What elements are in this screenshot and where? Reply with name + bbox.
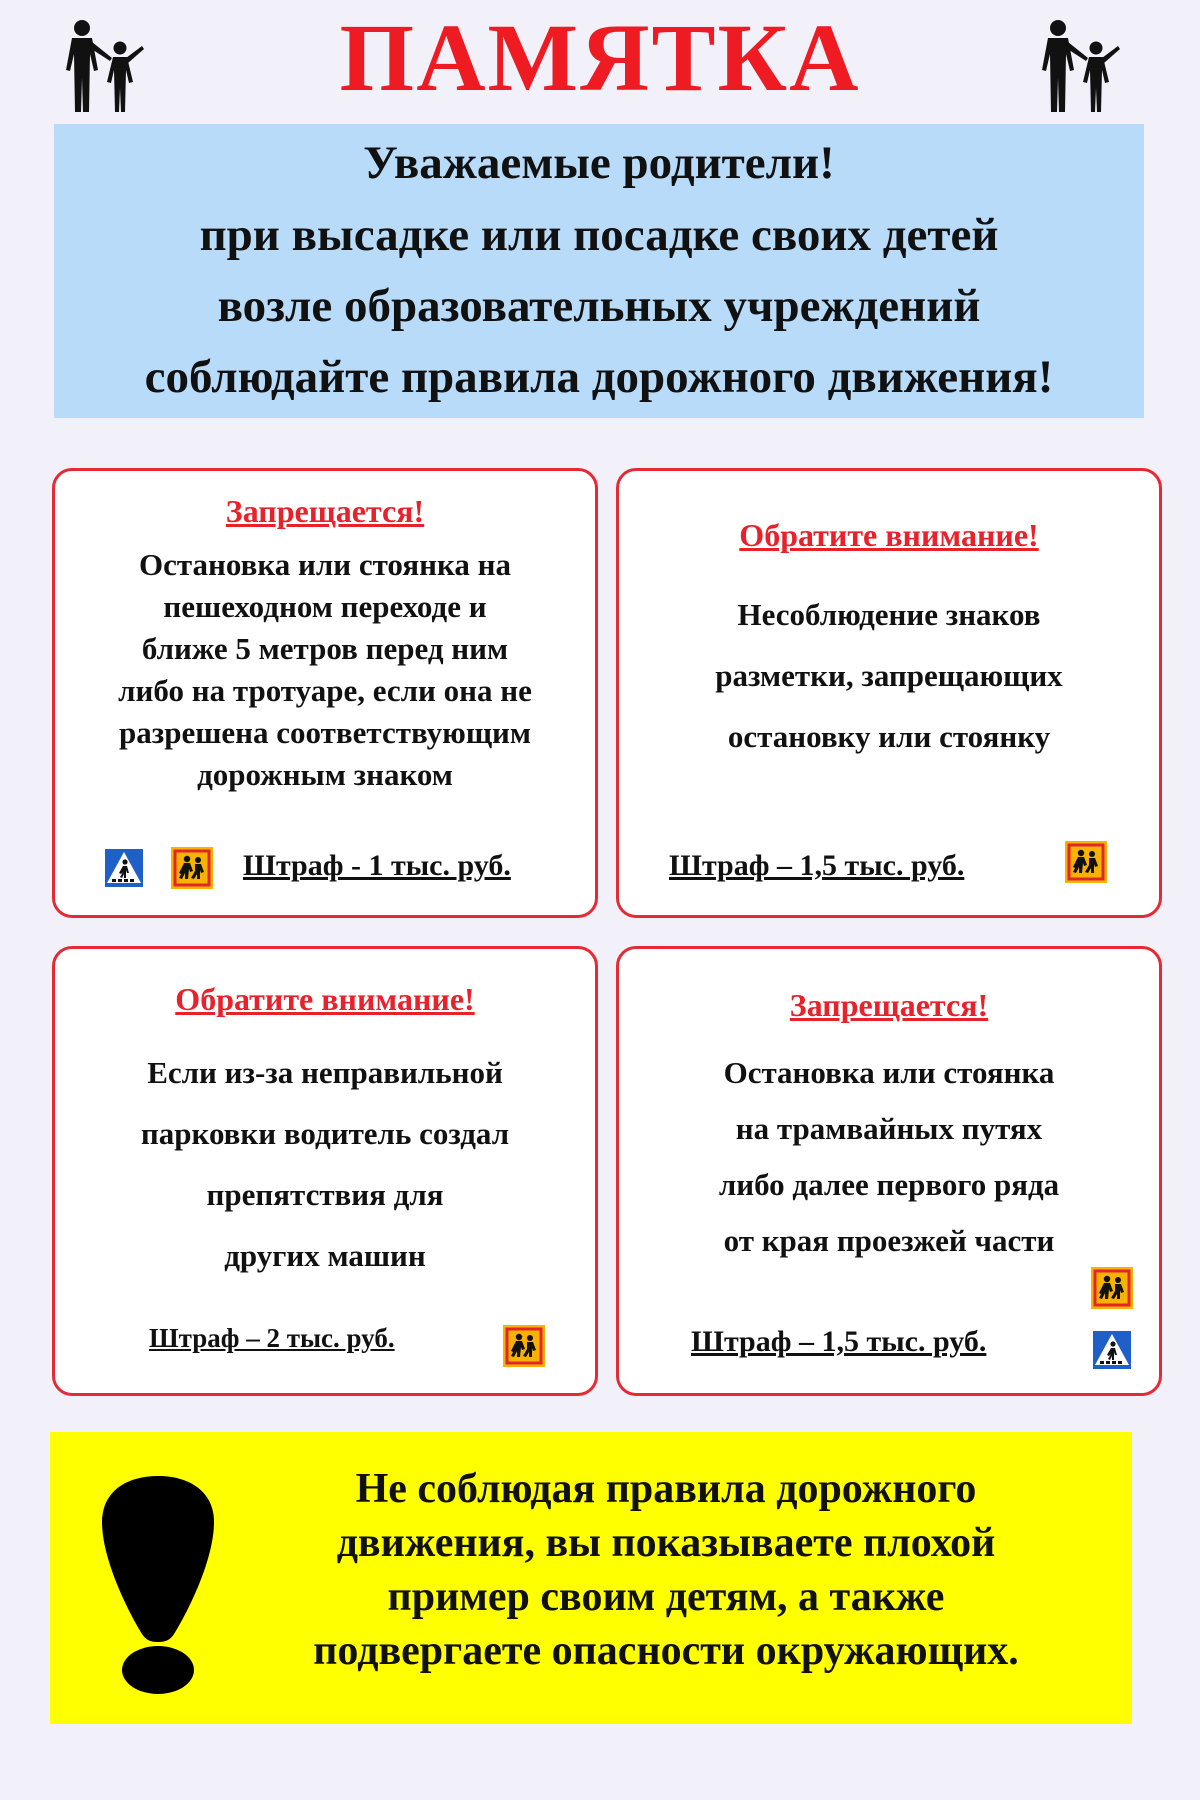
card-body (619, 1057, 1159, 1281)
card-body-line: Если из-за неправильной (147, 1055, 503, 1090)
card-heading: Обратите внимание! (739, 517, 1039, 553)
pedestrian-crossing-sign-icon (103, 847, 145, 889)
fine-amount: Штраф – 1,5 тыс. руб. (691, 1325, 987, 1358)
warning-banner (50, 1432, 1132, 1724)
warning-line: подвергаете опасности окружающих. (313, 1628, 1019, 1674)
intro-banner (54, 124, 1144, 418)
fine-amount: Штраф – 1,5 тыс. руб. (669, 849, 965, 882)
warning-line: пример своим детям, а также (387, 1574, 945, 1620)
card-body (55, 549, 595, 801)
card-body-line: на трамвайных путях (735, 1111, 1043, 1146)
children-sign-icon (1065, 841, 1107, 883)
card-body (619, 599, 1159, 782)
info-card (616, 468, 1162, 918)
info-card (52, 946, 598, 1396)
card-heading: Обратите внимание! (175, 981, 475, 1017)
card-body-line: либо далее первого ряда (718, 1167, 1060, 1202)
warning-line: Не соблюдая правила дорожного (355, 1466, 977, 1512)
children-sign-icon (503, 1325, 545, 1367)
card-body-line: других машин (224, 1238, 426, 1273)
info-card (52, 468, 598, 918)
card-heading: Запрещается! (225, 493, 425, 529)
fine-amount: Штраф – 2 тыс. руб. (149, 1323, 395, 1353)
card-body-line: разрешена соответствующим (119, 715, 531, 750)
page-title: ПАМЯТКА (339, 4, 861, 111)
intro-line: при высадке или посадке своих детей (199, 209, 999, 261)
children-sign-icon (1091, 1267, 1133, 1309)
card-heading: Запрещается! (789, 987, 989, 1023)
card-body-line: от края проезжей части (723, 1223, 1055, 1258)
card-body-line: либо на тротуаре, если она не (118, 673, 532, 708)
children-sign-icon (171, 847, 213, 889)
intro-line: соблюдайте правила дорожного движения! (144, 351, 1054, 403)
exclamation-icon (98, 1470, 218, 1696)
card-body-line: Остановка или стоянка на (139, 547, 511, 582)
card-body-line: Остановка или стоянка (723, 1055, 1055, 1090)
intro-line: Уважаемые родители! (363, 137, 835, 189)
card-body-line: остановку или стоянку (727, 719, 1051, 754)
card-body-line: Несоблюдение знаков (737, 597, 1041, 632)
card-body (55, 1057, 595, 1301)
pedestrian-crossing-sign-icon (1091, 1329, 1133, 1371)
card-body-line: препятствия для (206, 1177, 444, 1212)
card-body-line: ближе 5 метров перед ним (141, 631, 509, 666)
fine-amount: Штраф - 1 тыс. руб. (243, 849, 511, 882)
card-body-line: дорожным знаком (197, 757, 453, 792)
warning-line: движения, вы показываете плохой (336, 1520, 996, 1566)
family-icon (1032, 18, 1122, 114)
info-card (616, 946, 1162, 1396)
card-body-line: разметки, запрещающих (715, 658, 1063, 693)
intro-line: возле образовательных учреждений (217, 280, 981, 332)
card-body-line: парковки водитель создал (140, 1116, 510, 1151)
card-body-line: пешеходном переходе и (163, 589, 487, 624)
